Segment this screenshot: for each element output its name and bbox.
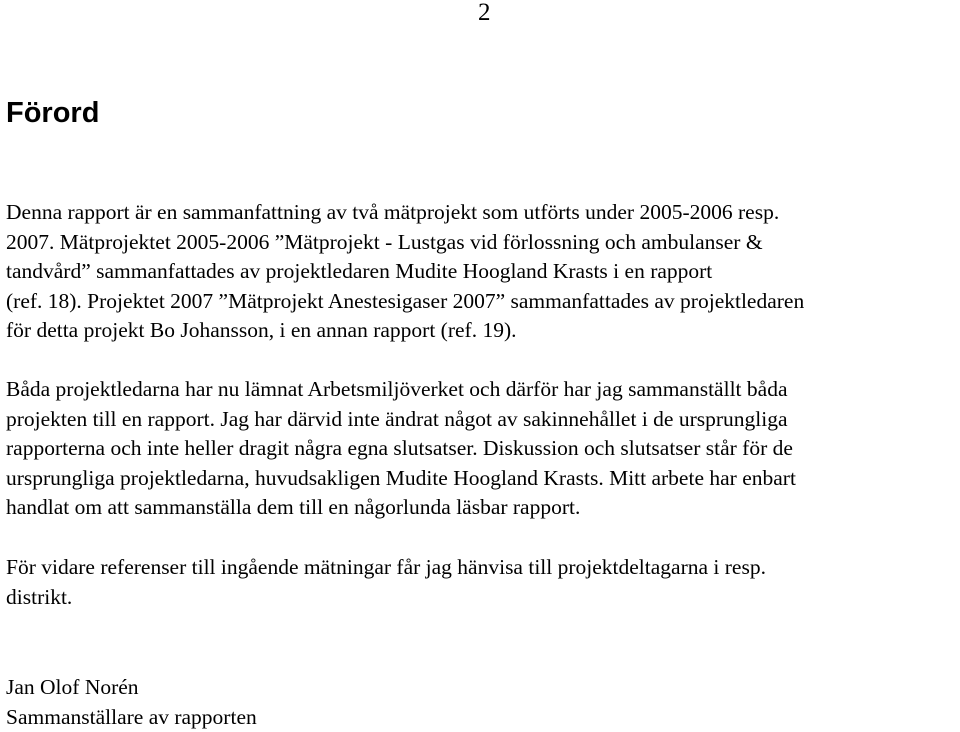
paragraph-line: ursprungliga projektledarna, huvudsakligen Mudite Hoogland Krasts. Mitt arbete har enbart bbox=[6, 465, 796, 490]
paragraph-line: Båda projektledarna har nu lämnat Arbetsmiljöverket och därför har jag sammanställt båda bbox=[6, 377, 788, 401]
signature-name: Jan Olof Norén bbox=[6, 675, 139, 699]
paragraph-compilation bbox=[6, 375, 956, 523]
paragraph-line: för detta projekt Bo Johansson, i en annan rapport (ref. 19). bbox=[6, 318, 517, 343]
page-title: Förord bbox=[6, 97, 100, 129]
paragraph-references bbox=[6, 553, 956, 612]
paragraph-line: projekten till en rapport. Jag har därvid inte ändrat något av sakinnehållet i de ursprungliga bbox=[6, 406, 788, 431]
paragraph-line: Denna rapport är en sammanfattning av två mätprojekt som utförts under 2005-2006 resp. bbox=[6, 200, 780, 224]
paragraph-line: För vidare referenser till ingående mätningar får jag hänvisa till projektdeltagarna i resp. bbox=[6, 555, 766, 579]
paragraph-line: distrikt. bbox=[6, 584, 73, 609]
page-number: 2 bbox=[478, 0, 491, 26]
paragraph-intro bbox=[6, 198, 956, 346]
signature-role: Sammanställare av rapporten bbox=[6, 704, 257, 729]
signature-block bbox=[6, 673, 257, 732]
paragraph-line: handlat om att sammanställa dem till en någorlunda läsbar rapport. bbox=[6, 495, 581, 520]
paragraph-line: 2007. Mätprojektet 2005-2006 ”Mätprojekt - Lustgas vid förlossning och ambulanser & bbox=[6, 229, 763, 254]
paragraph-line: tandvård” sammanfattades av projektledaren Mudite Hoogland Krasts i en rapport bbox=[6, 259, 713, 284]
paragraph-line: rapporterna och inte heller dragit några egna slutsatser. Diskussion och slutsatser står för de bbox=[6, 436, 793, 461]
paragraph-line: (ref. 18). Projektet 2007 ”Mätprojekt Anestesigaser 2007” sammanfattades av projektledaren bbox=[6, 288, 805, 313]
